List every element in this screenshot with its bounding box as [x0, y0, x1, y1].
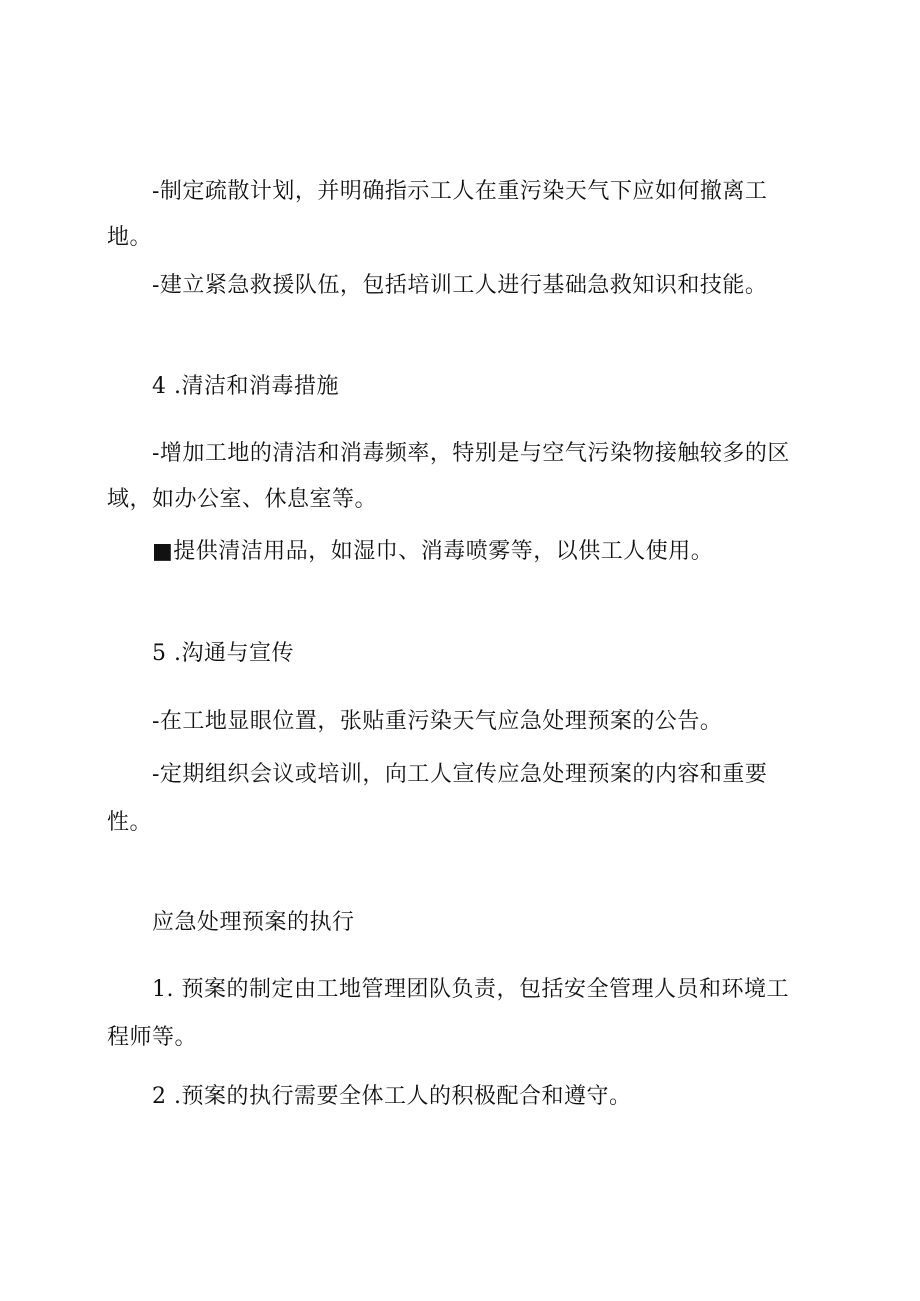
training-line-1: -定期组织会议或培训，向工人宣传应急处理预案的内容和重要	[152, 762, 768, 787]
execution-item-1-line-1: 1. 预案的制定由工地管理团队负责，包括安全管理人员和环境工	[152, 977, 789, 1002]
notice-posting-line: -在工地显眼位置，张贴重污染天气应急处理预案的公告。	[152, 709, 723, 734]
execution-item-2-line: 2 .预案的执行需要全体工人的积极配合和遵守。	[152, 1084, 632, 1109]
execution-section-heading: 应急处理预案的执行	[152, 910, 355, 935]
execution-item-1-line-2: 程师等。	[107, 1025, 198, 1050]
section-5-heading: 5 .沟通与宣传	[152, 641, 294, 666]
cleaning-supplies-line: ■提供清洁用品，如湿巾、消毒喷雾等，以供工人使用。	[152, 539, 714, 564]
section-4-heading: 4 .清洁和消毒措施	[152, 374, 339, 399]
training-line-2: 性。	[107, 810, 153, 835]
evacuation-plan-line-1: -制定疏散计划，并明确指示工人在重污染天气下应如何撤离工	[152, 179, 768, 204]
evacuation-plan-line-2: 地。	[107, 225, 153, 250]
cleaning-frequency-line-1: -增加工地的清洁和消毒频率，特别是与空气污染物接触较多的区	[152, 441, 790, 466]
rescue-team-line: -建立紧急救援队伍，包括培训工人进行基础急救知识和技能。	[152, 273, 768, 298]
cleaning-frequency-line-2: 域，如办公室、休息室等。	[107, 487, 378, 512]
